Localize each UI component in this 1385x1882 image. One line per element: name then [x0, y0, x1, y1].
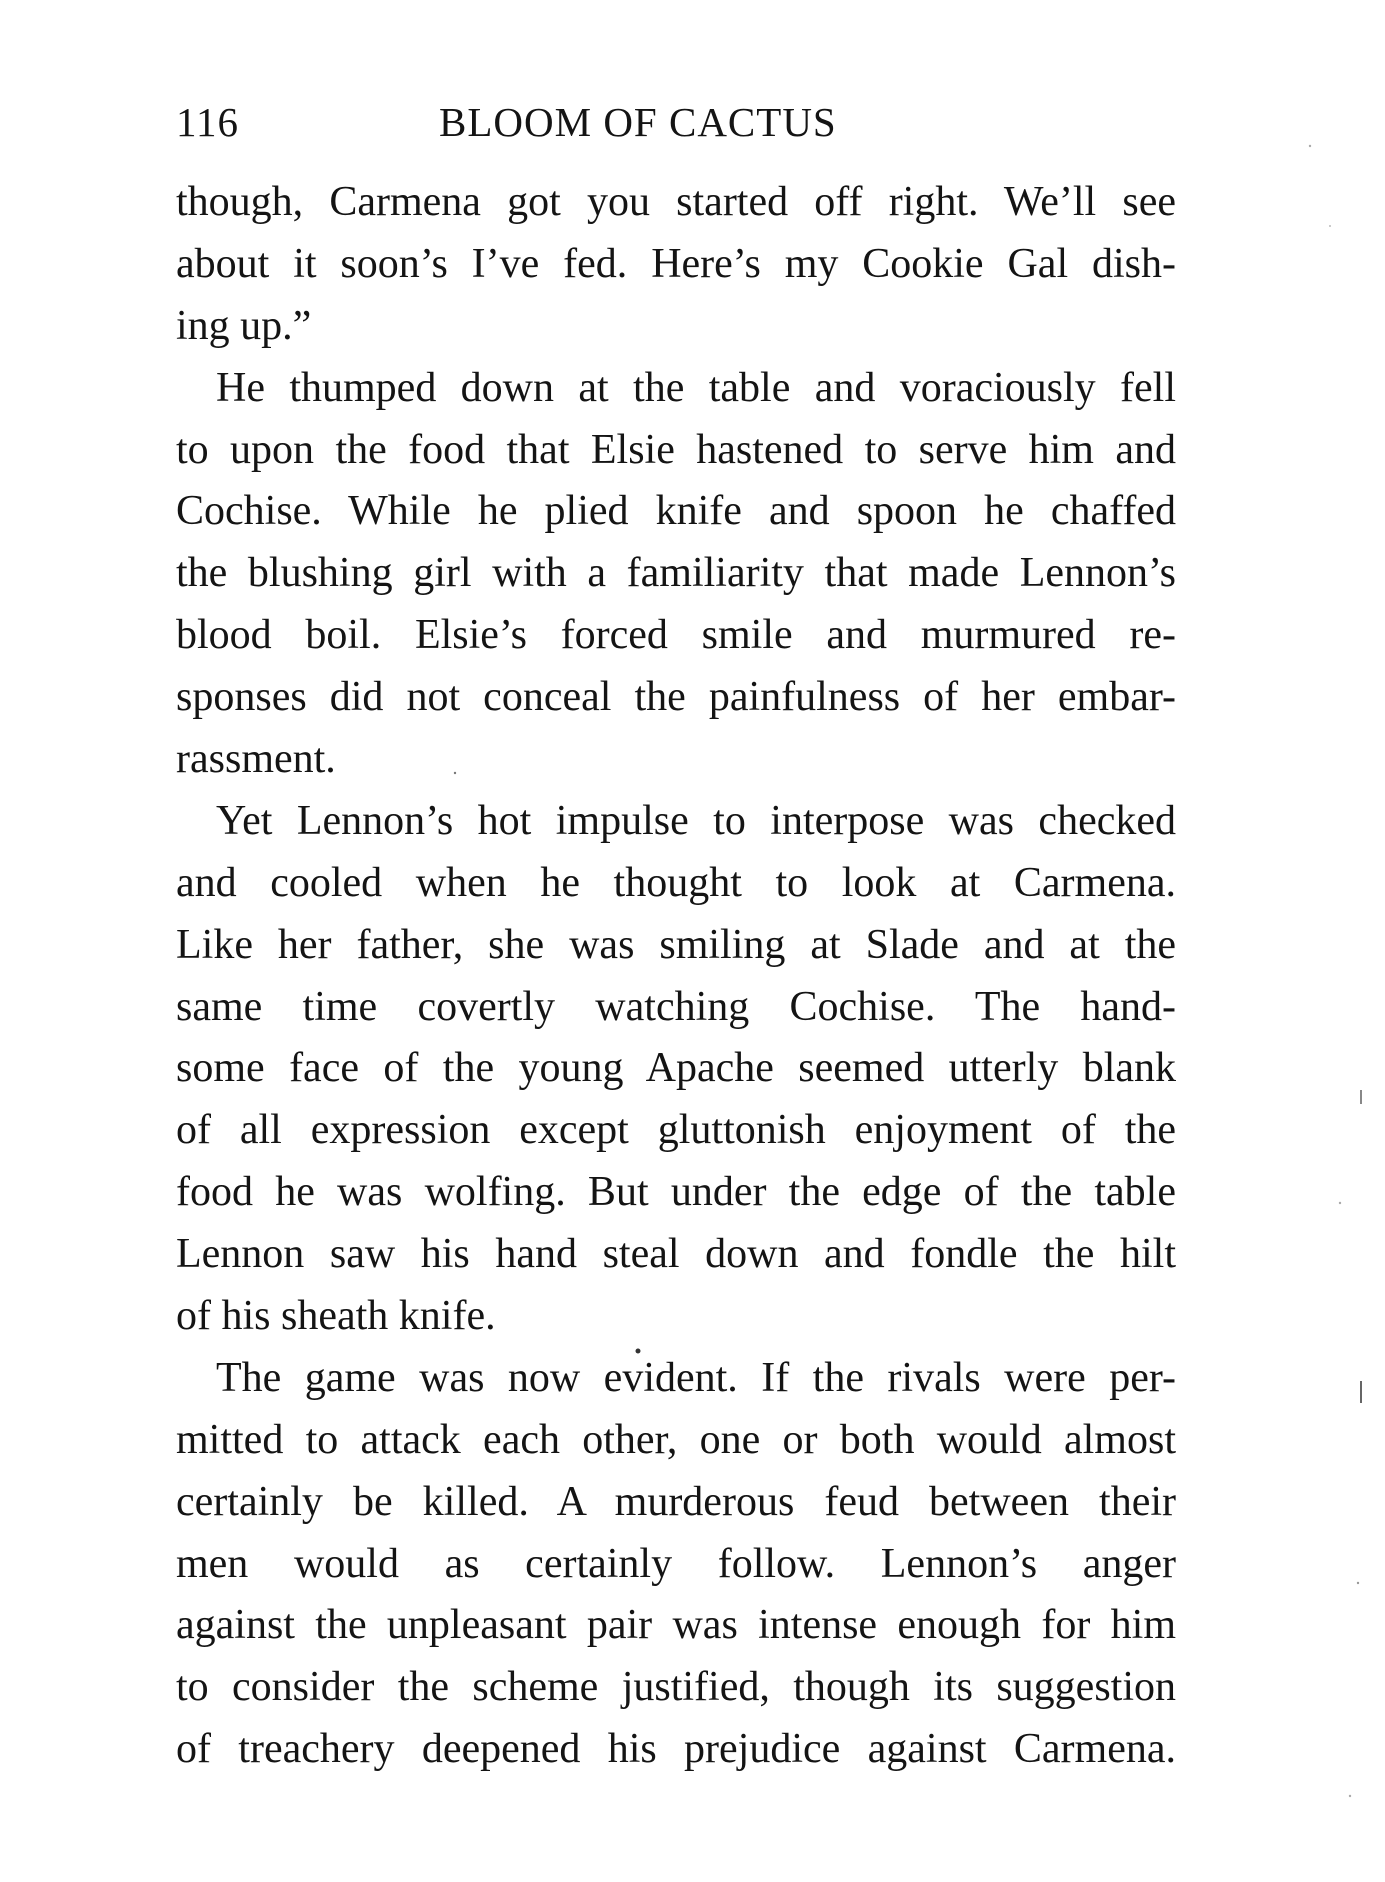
speck: [1309, 145, 1311, 147]
text-line: of treachery deepened his prejudice against Carmena.: [176, 1726, 1176, 1773]
text-line: He thumped down at the table and voraciously fell: [216, 364, 1176, 411]
text-line: some face of the young Apache seemed utterly blank: [176, 1045, 1176, 1092]
text-line: mitted to attack each other, one or both would almost: [176, 1416, 1176, 1463]
text-line: blood boil. Elsie’s forced smile and murmured re-: [176, 612, 1176, 659]
text-line: Like her father, she was smiling at Slade and at the: [176, 921, 1176, 968]
text-line: though, Carmena got you started off right. We’ll see: [176, 179, 1176, 225]
text-line: about it soon’s I’ve fed. Here’s my Cookie Gal dish-: [176, 240, 1176, 287]
text-line: The game was now evident. If the rivals were per-: [216, 1354, 1176, 1401]
speck: [1360, 1381, 1362, 1403]
text-line: the blushing girl with a familiarity that made Lennon’s: [176, 550, 1176, 597]
text-line: men would as certainly follow. Lennon’s anger: [176, 1540, 1176, 1587]
running-title: BLOOM OF CACTUS: [439, 99, 837, 145]
text-line: of all expression except gluttonish enjoyment of the: [176, 1107, 1176, 1154]
text-line: rassment.: [176, 736, 336, 783]
speck: [1329, 225, 1331, 227]
text-line: against the unpleasant pair was intense enough for him: [176, 1602, 1176, 1649]
text-line: Yet Lennon’s hot impulse to interpose was checked: [216, 797, 1176, 844]
text-line: sponses did not conceal the painfulness of her embar-: [176, 674, 1176, 721]
running-header: [176, 98, 1176, 158]
page-number: 116: [176, 99, 239, 145]
text-line: food he was wolfing. But under the edge of the table: [176, 1169, 1176, 1216]
text-line: Lennon saw his hand steal down and fondle the hilt: [176, 1231, 1176, 1278]
text-line: to consider the scheme justified, though its suggestion: [176, 1664, 1176, 1711]
text-line: Cochise. While he plied knife and spoon he chaffed: [176, 488, 1176, 535]
speck: [1357, 1582, 1359, 1584]
text-line: of his sheath knife.: [176, 1293, 496, 1340]
text-line: certainly be killed. A murderous feud between their: [176, 1478, 1176, 1525]
text-line: and cooled when he thought to look at Carmena.: [176, 859, 1176, 906]
body-text: [176, 172, 1176, 1781]
speck: [1360, 1090, 1362, 1104]
text-line: same time covertly watching Cochise. The hand-: [176, 983, 1176, 1030]
speck: [1349, 1795, 1351, 1797]
speck: [1339, 1202, 1341, 1204]
text-line: to upon the food that Elsie hastened to serve him and: [176, 426, 1176, 473]
text-line: ing up.”: [176, 302, 312, 349]
